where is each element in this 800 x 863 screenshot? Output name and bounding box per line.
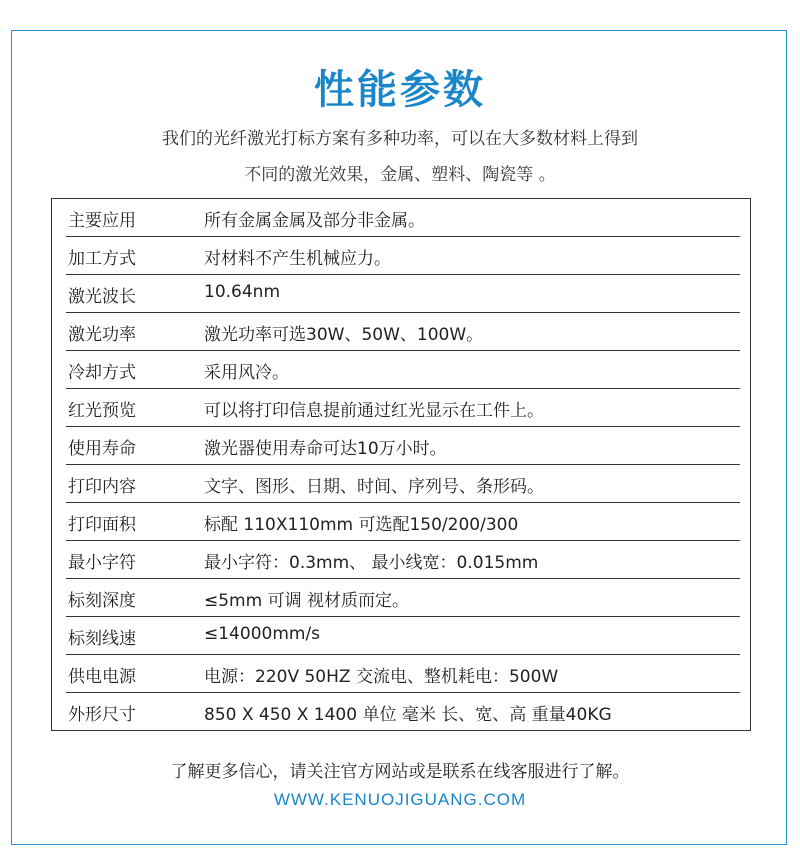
- spec-value: ≤14000mm/s: [204, 624, 321, 644]
- spec-value: 电源：220V 50HZ 交流电、整机耗电：500W: [204, 667, 559, 687]
- spec-value: 激光功率可选30W、50W、100W。: [204, 325, 484, 345]
- spec-label: 使用寿命: [68, 439, 136, 459]
- intro-line-1: 我们的光纤激光打标方案有多种功率，可以在大多数材料上得到: [162, 129, 638, 149]
- spec-value: 所有金属金属及部分非金属。: [204, 211, 425, 231]
- footer-note: 了解更多信心，请关注官方网站或是联系在线客服进行了解。: [170, 762, 630, 782]
- spec-row-depth: [66, 579, 740, 617]
- spec-value: 可以将打印信息提前通过红光显示在工件上。: [204, 401, 544, 421]
- spec-row-dimensions: [66, 693, 740, 731]
- spec-label: 红光预览: [68, 401, 136, 421]
- page-title: 性能参数: [314, 67, 486, 113]
- spec-row-speed: [66, 617, 740, 655]
- spec-value: ≤5mm 可调 视材质而定。: [204, 591, 409, 611]
- spec-row-power-supply: [66, 655, 740, 693]
- spec-label: 标刻线速: [68, 629, 136, 649]
- spec-row-red-preview: [66, 389, 740, 427]
- spec-label: 供电电源: [68, 667, 136, 687]
- spec-value: 850 X 450 X 1400 单位 毫米 长、宽、高 重量40KG: [204, 705, 612, 725]
- spec-value: 最小字符：0.3mm、 最小线宽：0.015mm: [204, 553, 539, 573]
- spec-row-cooling: [66, 351, 740, 389]
- spec-row-min-char: [66, 541, 740, 579]
- spec-label: 加工方式: [68, 249, 136, 269]
- spec-label: 激光波长: [68, 287, 136, 307]
- spec-value: 文字、图形、日期、时间、序列号、条形码。: [204, 477, 544, 497]
- spec-label: 主要应用: [68, 211, 136, 231]
- spec-value: 10.64nm: [204, 282, 281, 302]
- spec-row-wavelength: [66, 275, 740, 313]
- intro-line-2: 不同的激光效果，金属、塑料、陶瓷等 。: [244, 165, 556, 185]
- spec-label: 打印内容: [68, 477, 136, 497]
- spec-row-print-area: [66, 503, 740, 541]
- spec-row-print-content: [66, 465, 740, 503]
- spec-row-lifetime: [66, 427, 740, 465]
- spec-value: 采用风冷。: [204, 363, 289, 383]
- spec-label: 外形尺寸: [68, 705, 136, 725]
- spec-row-power: [66, 313, 740, 351]
- spec-label: 标刻深度: [68, 591, 136, 611]
- spec-row-application: [66, 199, 740, 237]
- spec-label: 激光功率: [68, 325, 136, 345]
- spec-value: 激光器使用寿命可达10万小时。: [204, 439, 447, 459]
- spec-label: 打印面积: [68, 515, 136, 535]
- spec-table: [51, 198, 751, 731]
- spec-row-processing: [66, 237, 740, 275]
- website-link[interactable]: WWW.KENUOJIGUANG.COM: [273, 790, 527, 809]
- spec-label: 最小字符: [68, 553, 136, 573]
- spec-label: 冷却方式: [68, 363, 136, 383]
- spec-value: 标配 110X110mm 可选配150/200/300: [204, 515, 519, 535]
- spec-value: 对材料不产生机械应力。: [204, 249, 391, 269]
